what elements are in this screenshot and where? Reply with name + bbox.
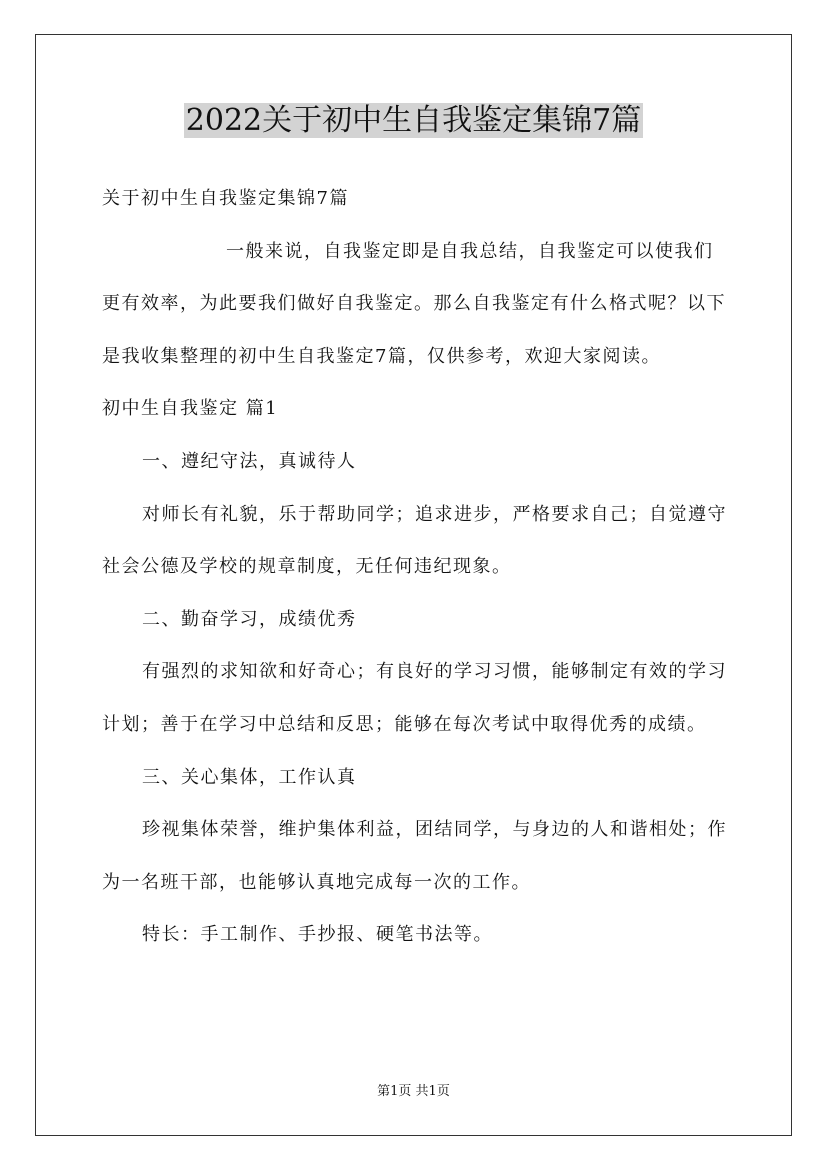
document-subtitle: 关于初中生自我鉴定集锦7篇 — [102, 188, 349, 209]
item-heading-3: 三、关心集体，工作认真 — [142, 766, 357, 788]
page-footer: 第1页 共1页 — [377, 1084, 450, 1099]
document-title-text: 2022关于初中生自我鉴定集锦7篇 — [185, 103, 642, 138]
intro-paragraph: 一般来说，自我鉴定即是自我总结，自我鉴定可以使我们更有效率，为此要我们做好自我鉴定。那么自我鉴定有什么格式呢？以下是我收集整理的初中生自我鉴定7篇，仅供参考，欢迎大家阅读。 — [102, 240, 726, 367]
item-heading-1: 一、遵纪守法，真诚待人 — [142, 450, 357, 472]
item-paragraph-3: 珍视集体荣誉，维护集体利益，团结同学，与身边的人和谐相处；作为一名班干部，也能够认真地完成每一次的工作。 — [102, 819, 727, 893]
item-paragraph-1: 对师长有礼貌，乐于帮助同学；追求进步，严格要求自己；自觉遵守社会公德及学校的规章制度，无任何违纪现象。 — [102, 503, 727, 578]
item-heading-2: 二、勤奋学习，成绩优秀 — [142, 608, 357, 630]
item-paragraph-2: 有强烈的求知欲和好奇心；有良好的学习习惯，能够制定有效的学习计划；善于在学习中总结和反思；能够在每次考试中取得优秀的成绩。 — [102, 661, 727, 735]
section-heading: 初中生自我鉴定 篇1 — [102, 398, 279, 420]
document-body — [102, 173, 732, 962]
document-title — [0, 100, 827, 142]
specialty-paragraph: 特长：手工制作、手抄报、硬笔书法等。 — [142, 924, 493, 946]
